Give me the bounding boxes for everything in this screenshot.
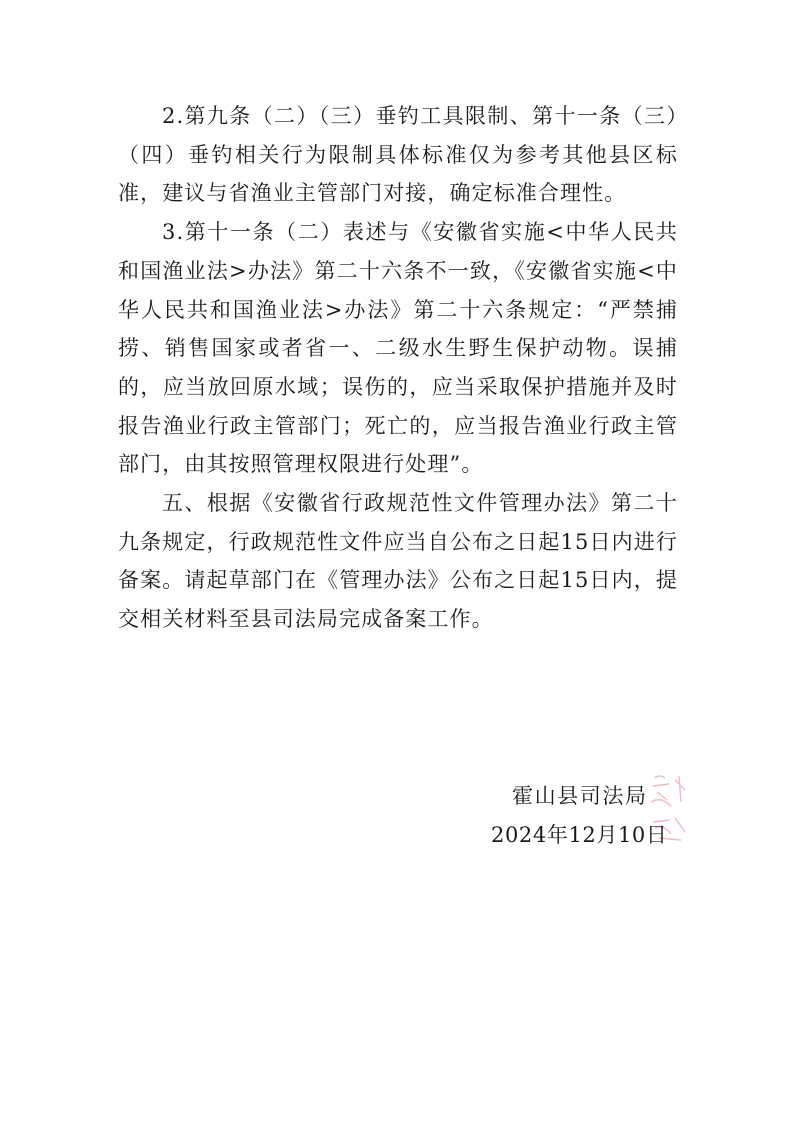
signature-organization: 霍山县司法局 [512, 784, 648, 808]
paragraph-item-3: 3.第十一条（二）表述与《安徽省实施<中华人民共和国渔业法>办法》第二十六条不一致，《安徽省实施<中华人民共和国渔业法>办法》第二十六条规定：“严禁捕捞、销售国家或者省一、二级水生野生保护动物。误捕的，应当放回原水域；误伤的，应当采取保护措施并及时报告渔业行政主管部门；死亡的，应当报告渔业行政主管部门，由其按照管理权限进行处理”。 [118, 220, 678, 477]
paragraph-item-2: 2.第九条（二）（三）垂钓工具限制、第十一条（三）（四）垂钓相关行为限制具体标准仅为参考其他县区标准，建议与省渔业主管部门对接，确定标准合理性。 [118, 104, 678, 206]
signature-date: 2024年12月10日 [491, 823, 668, 847]
paragraph-section-5: 五、根据《安徽省行政规范性文件管理办法》第二十九条规定，行政规范性文件应当自公布之日起15日内进行备案。请起草部门在《管理办法》公布之日起15日内，提交相关材料至县司法局完成备案工作。 [118, 491, 678, 632]
document-body [118, 97, 678, 639]
